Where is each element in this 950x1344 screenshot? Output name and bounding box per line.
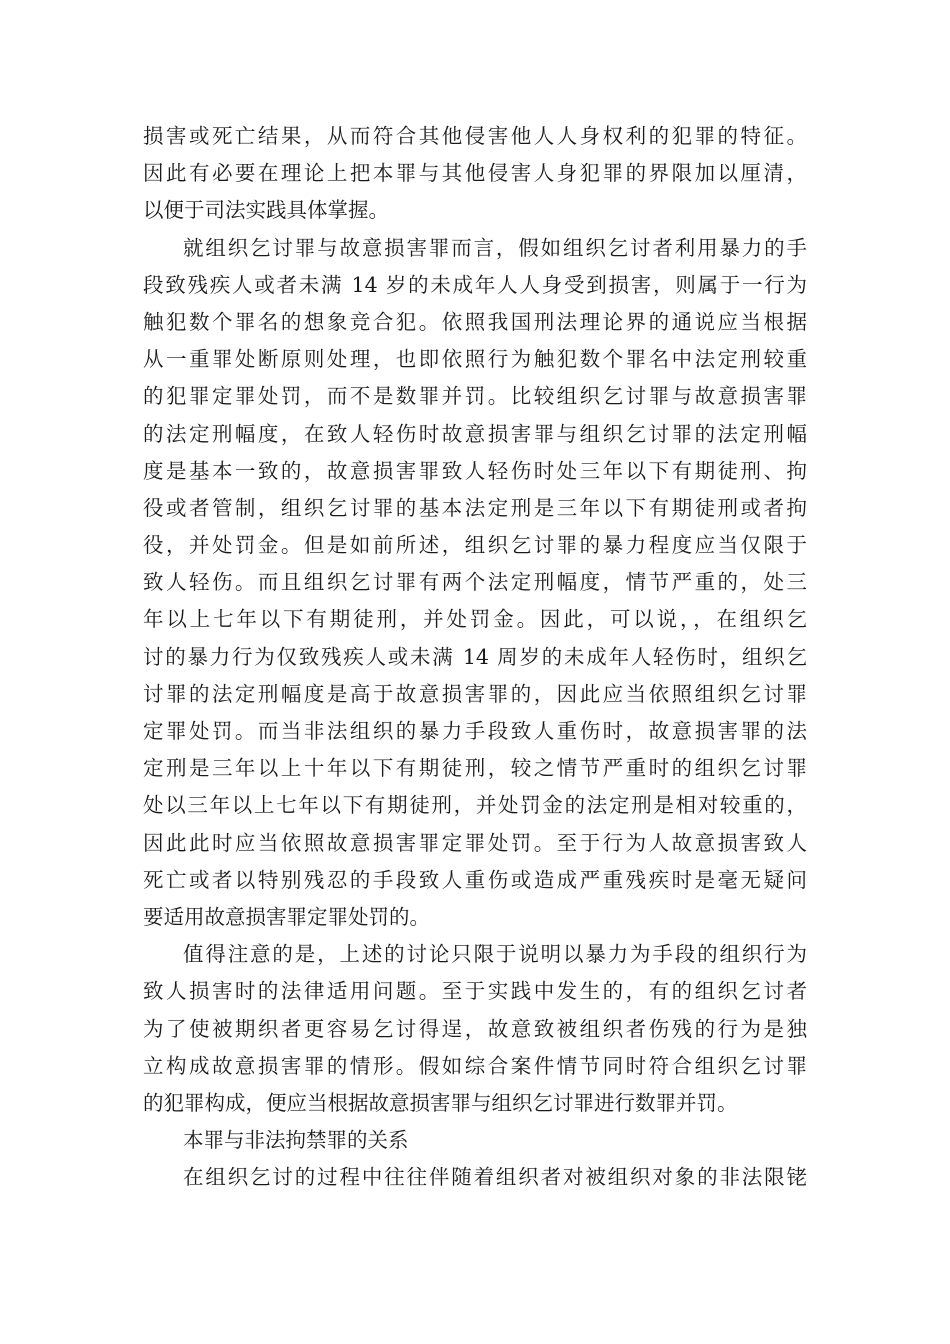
- text-line: 因此有必要在理论上把本罪与其他侵害人身犯罪的界限加以厘清，: [143, 161, 807, 186]
- text-line: 役，并处罚金。但是如前所述，组织乞讨罪的暴力程度应当仅限于: [143, 533, 807, 558]
- text-line: 致人轻伤。而且组织乞讨罪有两个法定刑幅度，情节严重的，处三: [143, 570, 807, 595]
- text-line: 致人损害时的法律适用问题。至于实践中发生的，有的组织乞讨者: [143, 979, 807, 1004]
- text-line: 以便于司法实践具体掌握。: [143, 198, 389, 223]
- text-line: 的犯罪定罪处罚，而不是数罪并罚。比较组织乞讨罪与故意损害罪: [143, 384, 807, 409]
- text-line: 年以上七年以下有期徒刑，并处罚金。因此，可以说，，在组织乞: [143, 607, 807, 632]
- text-line: 处以三年以上七年以下有期徒刑，并处罚金的法定刑是相对较重的，: [143, 793, 807, 818]
- text-line: 度是基本一致的，故意损害罪致人轻伤时处三年以下有期徒刑、拘: [143, 458, 807, 483]
- text-line: 役或者管制，组织乞讨罪的基本法定刑是三年以下有期徒刑或者拘: [143, 495, 807, 520]
- text-line: 因此此时应当依照故意损害罪定罪处罚。至于行为人故意损害致人: [143, 830, 807, 855]
- text-line: 值得注意的是，上述的讨论只限于说明以暴力为手段的组织行为: [183, 942, 807, 967]
- text-line: 定刑是三年以上十年以下有期徒刑，较之情节严重时的组织乞讨罪: [143, 756, 807, 781]
- text-line: 就组织乞讨罪与故意损害罪而言，假如组织乞讨者利用暴力的手: [183, 235, 807, 260]
- paragraph: [143, 230, 807, 937]
- text-line: 本罪与非法拘禁罪的关系: [183, 1128, 409, 1153]
- paragraph: [143, 1122, 807, 1159]
- text-line: 在组织乞讨的过程中往往伴随着组织者对被组织对象的非法限铑: [183, 1165, 807, 1190]
- text-line: 要适用故意损害罪定罪处罚的。: [143, 904, 430, 929]
- text-line: 讨的暴力行为仅致残疾人或未满 14 周岁的未成年人轻伤时，组织乞: [143, 644, 807, 669]
- text-line: 为了使被期织者更容易乞讨得逞，故意致被组织者伤残的行为是独: [143, 1016, 807, 1041]
- paragraph: [143, 936, 807, 1122]
- paragraph: [143, 118, 807, 230]
- paragraph: [143, 1159, 807, 1196]
- document-page: [143, 118, 807, 1196]
- text-line: 段致残疾人或者未满 14 岁的未成年人人身受到损害，则属于一行为: [143, 272, 807, 297]
- text-line: 的法定刑幅度，在致人轻伤时故意损害罪与组织乞讨罪的法定刑幅: [143, 421, 807, 446]
- text-line: 讨罪的法定刑幅度是高于故意损害罪的，因此应当依照组织乞讨罪: [143, 681, 807, 706]
- text-line: 从一重罪处断原则处理，也即依照行为触犯数个罪名中法定刑较重: [143, 347, 807, 372]
- text-line: 的犯罪构成，便应当根据故意损害罪与组织乞讨罪进行数罪并罚。: [143, 1090, 738, 1115]
- text-line: 立构成故意损害罪的情形。假如综合案件情节同时符合组织乞讨罪: [143, 1053, 807, 1078]
- text-line: 损害或死亡结果，从而符合其他侵害他人人身权利的犯罪的特征。: [143, 124, 807, 148]
- text-line: 触犯数个罪名的想象竞合犯。依照我国刑法理论界的通说应当根据: [143, 309, 807, 334]
- text-line: 定罪处罚。而当非法组织的暴力手段致人重伤时，故意损害罪的法: [143, 719, 807, 743]
- text-line: 死亡或者以特别残忍的手段致人重伤或造成严重残疾时是毫无疑问: [143, 867, 807, 892]
